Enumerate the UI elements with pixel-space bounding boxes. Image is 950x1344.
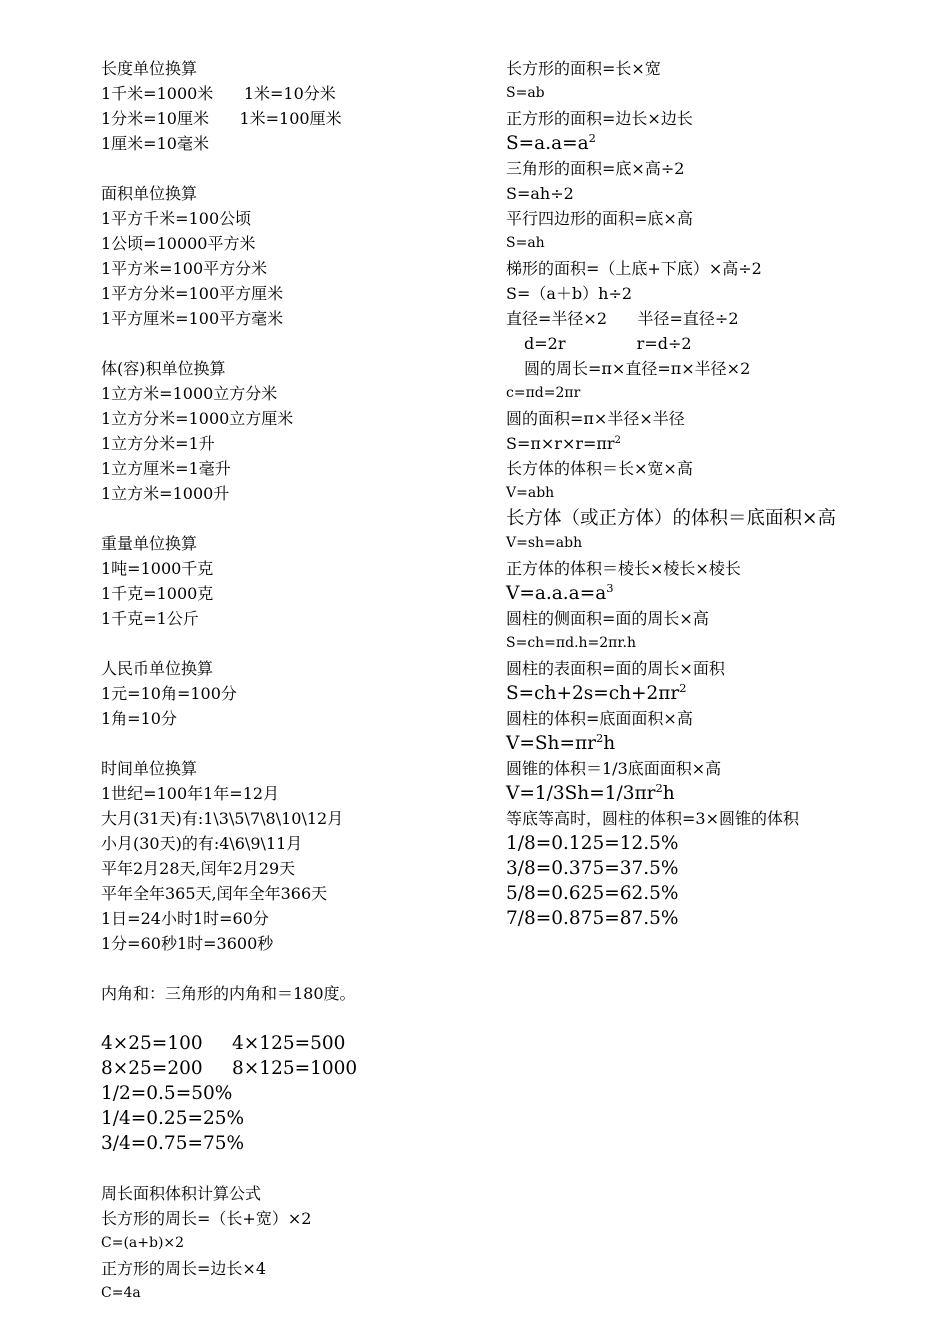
line-text: 1平方厘米=100平方毫米: [101, 309, 284, 328]
line-text: 3/8=0.375=37.5%: [506, 858, 679, 879]
text-line: [506, 831, 926, 856]
line-text: 正方体的体积＝棱长×棱长×棱长: [506, 559, 741, 578]
text-line: [101, 456, 481, 481]
blank-line: [101, 956, 481, 981]
text-line: [101, 56, 481, 81]
text-line: [506, 856, 926, 881]
text-line: [101, 1056, 481, 1081]
text-line: [506, 231, 926, 256]
line-text-after: h: [603, 733, 616, 754]
text-line: [101, 781, 481, 806]
text-line: [506, 756, 926, 781]
line-text: 1吨=1000千克: [101, 559, 214, 578]
line-text: 8×25=200 8×125=1000: [101, 1058, 358, 1079]
text-line: [101, 556, 481, 581]
line-text: 1角=10分: [101, 709, 177, 728]
text-line: [101, 1031, 481, 1056]
superscript: 3: [606, 581, 614, 596]
line-text: 长方形的面积=长×宽: [506, 59, 661, 78]
line-text: 圆的周长=π×直径=π×半径×2: [524, 359, 751, 378]
text-line: [101, 231, 481, 256]
line-text: 1厘米=10毫米: [101, 134, 209, 153]
line-text: 内角和：三角形的内角和＝180度。: [101, 984, 356, 1003]
line-text: 长方体（或正方体）的体积＝底面积×高: [506, 508, 837, 529]
text-line: [101, 481, 481, 506]
line-text: 1/2=0.5=50%: [101, 1083, 233, 1104]
line-text: 平行四边形的面积=底×高: [506, 209, 693, 228]
text-line: [101, 281, 481, 306]
text-line: [506, 631, 926, 656]
line-text: 人民币单位换算: [101, 659, 214, 678]
text-line: [506, 306, 926, 331]
text-line: [506, 356, 926, 381]
line-text: 4×25=100 4×125=500: [101, 1033, 346, 1054]
text-line: [101, 1131, 481, 1156]
text-line: [101, 1281, 481, 1306]
line-text: V=a.a.a=a: [506, 583, 607, 604]
text-line: [101, 906, 481, 931]
text-line: [506, 656, 926, 681]
line-text: 平年2月28天,闰年2月29天: [101, 859, 296, 878]
line-text: 圆锥的体积＝1/3底面面积×高: [506, 759, 722, 778]
text-line: [101, 406, 481, 431]
line-text: S=ch=πd.h=2πr.h: [506, 635, 636, 651]
text-line: [506, 706, 926, 731]
text-line: [101, 131, 481, 156]
line-text: S=ah: [506, 235, 545, 251]
text-line: [101, 981, 481, 1006]
text-line: [101, 706, 481, 731]
text-line: [506, 381, 926, 406]
line-text: 1/4=0.25=25%: [101, 1108, 245, 1129]
line-text: 1公顷=10000平方米: [101, 234, 256, 253]
text-line: [506, 56, 926, 81]
line-text: S=ah÷2: [506, 184, 574, 203]
line-text: 正方形的面积=边长×边长: [506, 109, 693, 128]
line-text: 5/8=0.625=62.5%: [506, 883, 679, 904]
text-line: [101, 1206, 481, 1231]
text-line: [101, 1256, 481, 1281]
text-line: [101, 531, 481, 556]
blank-line: [101, 156, 481, 181]
text-line: [506, 281, 926, 306]
text-line: [506, 331, 926, 356]
line-text: 1立方米=1000立方分米: [101, 384, 278, 403]
line-text: S=（a＋b）h÷2: [506, 284, 633, 303]
line-text: 1平方米=100平方分米: [101, 259, 268, 278]
text-line: [101, 356, 481, 381]
text-line: [101, 1181, 481, 1206]
line-text: C=(a+b)×2: [101, 1235, 185, 1251]
text-line: [101, 81, 481, 106]
text-line: [101, 206, 481, 231]
text-line: [506, 106, 926, 131]
line-text: 直径=半径×2 半径=直径÷2: [506, 309, 739, 328]
line-text: 等底等高时，圆柱的体积=3×圆锥的体积: [506, 809, 799, 828]
text-line: [506, 156, 926, 181]
line-text: 1日=24小时1时=60分: [101, 909, 269, 928]
text-line: [101, 1231, 481, 1256]
blank-line: [101, 631, 481, 656]
line-text: V=Sh=πr: [506, 733, 596, 754]
text-line: [101, 681, 481, 706]
line-text: S=ab: [506, 85, 545, 101]
line-text: 时间单位换算: [101, 759, 198, 778]
text-line: [101, 181, 481, 206]
line-text: C=4a: [101, 1285, 141, 1301]
line-text: 面积单位换算: [101, 184, 198, 203]
line-text: 梯形的面积=（上底+下底）×高÷2: [506, 259, 762, 278]
text-line: [506, 406, 926, 431]
text-line: [506, 456, 926, 481]
line-text: 1/8=0.125=12.5%: [506, 833, 679, 854]
line-text: 大月(31天)有:1\3\5\7\8\10\12月: [101, 809, 344, 828]
line-text: V=1/3Sh=1/3πr: [506, 783, 656, 804]
text-line: [506, 806, 926, 831]
line-text: 圆的面积=π×半径×半径: [506, 409, 685, 428]
line-text: 周长面积体积计算公式: [101, 1184, 262, 1203]
text-line: [506, 906, 926, 931]
text-line: [506, 481, 926, 506]
line-text: 圆柱的体积=底面面积×高: [506, 709, 693, 728]
line-text: 长方形的周长=（长+宽）×2: [101, 1209, 312, 1228]
line-text: 1立方厘米=1毫升: [101, 459, 231, 478]
superscript: 2: [588, 131, 596, 146]
line-text: S=ch+2s=ch+2πr: [506, 683, 680, 704]
text-line: [101, 1081, 481, 1106]
line-text: S=a.a=a: [506, 133, 589, 154]
text-line: [101, 806, 481, 831]
text-line: [101, 106, 481, 131]
line-text: 1立方米=1000升: [101, 484, 230, 503]
blank-line: [101, 731, 481, 756]
line-text: 重量单位换算: [101, 534, 198, 553]
line-text: 三角形的面积=底×高÷2: [506, 159, 685, 178]
text-line: [101, 256, 481, 281]
text-line: [101, 856, 481, 881]
line-text: 1分米=10厘米 1米=100厘米: [101, 109, 342, 128]
superscript: 2: [595, 731, 604, 746]
text-line: [101, 581, 481, 606]
line-text: 平年全年365天,闰年全年366天: [101, 884, 328, 903]
text-line: [506, 781, 926, 806]
line-text: 正方形的周长=边长×4: [101, 1259, 266, 1278]
text-line: [506, 506, 926, 531]
text-line: [506, 581, 926, 606]
line-text: 1立方分米=1升: [101, 434, 215, 453]
line-text: 1千米=1000米 1米=10分米: [101, 84, 336, 103]
blank-line: [101, 1156, 481, 1181]
text-line: [506, 531, 926, 556]
line-text: 3/4=0.75=75%: [101, 1133, 245, 1154]
line-text: 圆柱的侧面积=面的周长×高: [506, 609, 709, 628]
blank-line: [101, 1006, 481, 1031]
text-line: [506, 206, 926, 231]
text-line: [506, 81, 926, 106]
text-line: [506, 556, 926, 581]
line-text: 1分=60秒1时=3600秒: [101, 934, 274, 953]
line-text: 长方体的体积＝长×宽×高: [506, 459, 693, 478]
text-line: [101, 756, 481, 781]
left-column: [101, 56, 481, 1306]
text-line: [506, 181, 926, 206]
text-line: [101, 656, 481, 681]
line-text: 1平方分米=100平方厘米: [101, 284, 284, 303]
line-text: V=sh=abh: [506, 535, 583, 551]
text-line: [506, 606, 926, 631]
superscript: 2: [679, 681, 687, 696]
text-line: [101, 431, 481, 456]
text-line: [101, 606, 481, 631]
right-column: [506, 56, 926, 931]
line-text: c=πd=2πr: [506, 385, 581, 401]
text-line: [506, 256, 926, 281]
text-line: [506, 681, 926, 706]
line-text: 1元=10角=100分: [101, 684, 237, 703]
line-text: 体(容)积单位换算: [101, 359, 226, 378]
line-text: 1千克=1000克: [101, 584, 214, 603]
text-line: [101, 931, 481, 956]
line-text: V=abh: [506, 485, 555, 501]
text-line: [101, 1106, 481, 1131]
text-line: [506, 731, 926, 756]
line-text: 1立方分米=1000立方厘米: [101, 409, 294, 428]
line-text: 小月(30天)的有:4\6\9\11月: [101, 834, 303, 853]
text-line: [101, 306, 481, 331]
blank-line: [101, 331, 481, 356]
blank-line: [101, 506, 481, 531]
text-line: [506, 131, 926, 156]
line-text: 7/8=0.875=87.5%: [506, 908, 679, 929]
line-text: 1千克=1公斤: [101, 609, 199, 628]
text-line: [506, 881, 926, 906]
line-text: 1世纪=100年1年=12月: [101, 784, 280, 803]
line-text: 长度单位换算: [101, 59, 198, 78]
text-line: [506, 431, 926, 456]
text-line: [101, 881, 481, 906]
line-text: S=π×r×r=πr: [506, 434, 615, 453]
text-line: [101, 381, 481, 406]
text-line: [101, 831, 481, 856]
line-text: 1平方千米=100公顷: [101, 209, 252, 228]
superscript: 2: [655, 781, 663, 796]
superscript: 2: [614, 435, 621, 447]
line-text: d=2r r=d÷2: [524, 334, 692, 353]
line-text-after: h: [662, 783, 675, 804]
line-text: 圆柱的表面积=面的周长×面积: [506, 659, 725, 678]
